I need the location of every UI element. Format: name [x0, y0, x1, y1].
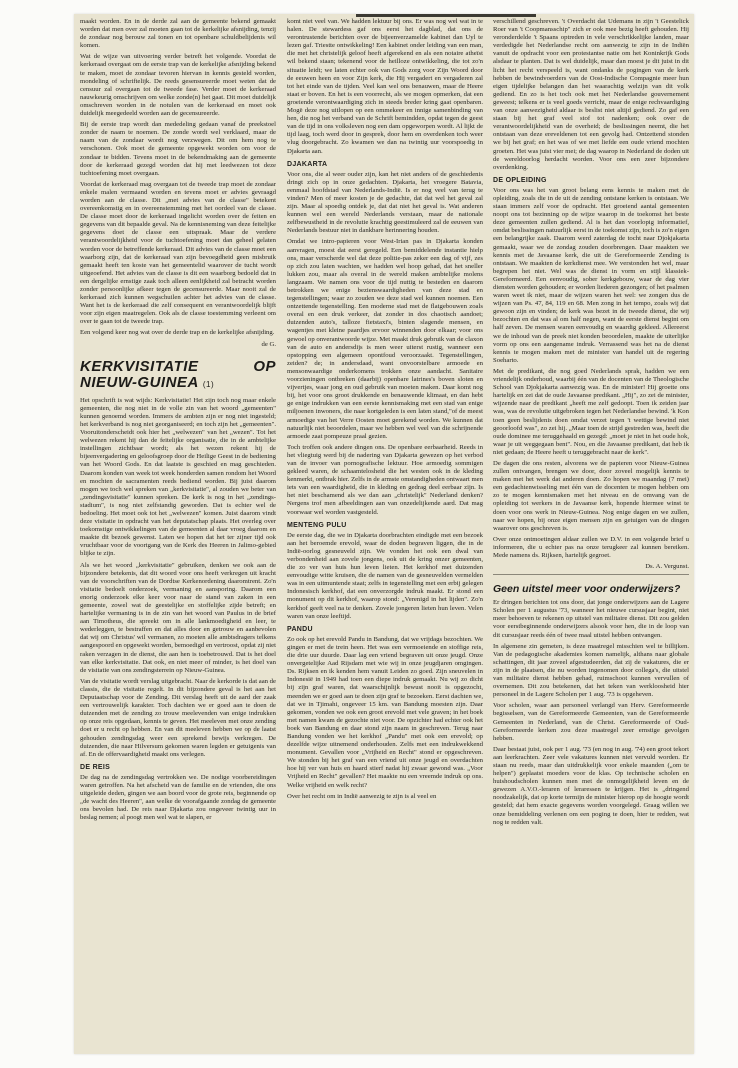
column-left	[80, 18, 276, 1048]
column-middle	[287, 18, 483, 1048]
paragraph: Voor ons, die al weer ouder zijn, kan het niet anders of de geschiedenis dringt zich op in onze gedachten. Djakarta, het vroegere Batavia, eenmaal hoofdstad van Nederlands-Indië. Is er nog veel van terug te vinden? Men of meer kosten je de gedachte, dat dat wel het geval zal zijn. Maar al spoedig ontdek je, dat dat niet het geval is. Wat anderen kunnen wel een wereld Nederlands verstaan, maar de nationale zelfbewustheid in de revolutie krachtig geestimuleerd zal de eeuwen van Nederlands bestuur niet in dankbare herinnering houden.	[287, 170, 483, 235]
paragraph: verschillend geschreven. 't Overdacht dat Udemans in zijn 't Geestelick Roer van 't Coopmansschip" zich er ook mee bezig heeft gehouden. Hij veronderdelde 't Spaans optreden in vele verschrikkelijke landen, maar verdedigde het Nederlandse recht om aanwezig te zijn in de Indiën vanuit de opdracht voor een protestantse natie om het Koninkrijk Gods alsdaar te planten. Dat is wel duidelijk, maar dan moest je dit juist in dit licht het recht verspeeld is, want ondanks de pogingen van de kerk hebben de bewindvoerders van de Oost-Indische Compagnie meer hun eigen tijdelijke belangen dan het waarachtig welzijn van dit volk gediend. En zo is het toch ook met het Nederlandse gouvernement geweest; telkens er is veel goeds verricht, maar de enige rechvaardiging van onze aanwezigheid aldaar is beslist niet altijd gediend. Zo gaf een staan bij het graf veel stof tot nadenken; ook over de verantwoordelijkheid van de overheid; de beslissingen neemt, die het ontstaan van deze ereveldenen tot een gevolg had. Ontzettend stonden we bij het graf; en het was of we met liefde een oude vriend mochten groeten. Het was juist vier mei; de dag waarop in Nederland de doden uit de wereldoorlog herdacht worden. Voor ons een zeer bijzondere overdenking.	[493, 18, 689, 171]
article-headline: Geen uitstel meer voor onderwijzers?	[493, 583, 681, 596]
signature: de G.	[261, 340, 276, 348]
section-heading: DJAKARTA	[287, 160, 328, 168]
paragraph: Voordat de kerkeraad mag overgaan tot de tweede trap moet de zondaar enkele malen vermaand worden en tevens moet er advies gevraagd worden aan de classe. Dit „met advies van de classe" betekent overeenkomstig en in overeenstemming met het oordeel van de classe. De classe moet door de kerkeraad ingelicht worden over de feiten en gegevens van dit bepaalde geval. Na de kennisneming van deze feitelijke gegevens doet de classe een uitspraak. Maar de verdere verantwoordelijkheid voor de tuchtoefening moet dan geheel gelaten worden voor de betreffende kerkeraad. Dit advies van de classe moet een waarborg zijn, dat de kerkeraad van zijn bevoegdheid geen misbruik gemaakt heeft ten koste van het gemeentelid waarover de tucht wordt uitgeoefend. Het advies van de classe is dit een waarborg bedoeld dat in een dergelijke ernstige zaak toch alleen eenlijkheid zal betracht worden zonder persoonlijke afkeer tegen de gecensureerde. Maar nooit zal de kerkeraad zich kunnen wegschuilen achter het advies van de classe. Want het is de kerkeraad die zelf consequent en verantwoordelijk blijft voor zijn eigen maatregelen. Ook als de classe toestemming verleent om over te gaan tot de tweede trap.	[80, 180, 276, 326]
paragraph: Als we het woord „kerkvisitatie" gebruiken, denken we ook aan de bijzondere betekenis, dat dit woord voor ons heeft verkregen uit kracht van de voorschriften van de Dordtse Kerkenordening daaromtrent. Zo'n visitatie bedoelt onderzoek, vermaning en aansporing. Daarom een enorig onderzoek elke keer voor naar de stand van zaken in een gemeente, zowel wat de geestelijke en stoffelijke zijde betreft; en hartelijke vermaning is in de zin van het woord van Paulus in de brief aan Timotheus, die spreekt om in alle lankmoedigheid en leer, te wederleggen, te bestraffen en dat alles door en getrouw en aanbevolen dat wij om Christus' wil vermanen, zo moeten alle ambtsdragers telkens aangespoord en opgewekt worden, bemoedigd en vertroost, opdat zij niet raken verzagen in de dienst, die aan hen is toebetrouwd. Dat is het doel van elke kerkvisitatie. Dat ook, en niet meer of minder, is het doel van de visitatie van ons zendingsterrein op Nieuw-Guinea.	[80, 561, 276, 674]
column-right	[493, 18, 689, 1048]
divider	[493, 574, 689, 575]
paragraph: Over het recht om in Indië aanwezig te zijn is al veel en	[287, 792, 437, 800]
paragraph: Wat de wijze van uitvoering verder betreft het volgende. Voordat de kerkeraad overgaat om de eerste trap van de kerkelijke afsnijding bekend te maken, moet de zondaar tevoren hiervan in kennis gesteld worden, mondeling of schriftelijk. De reeds gesensureerde moet weten dat de censuur zal overgaan tot de tweede fase. Verder moet de kerkeraad nauwkeurig omschrijven om welke zonde(n) het gaat. Dit moet duidelijk omschreven worden in de notulen van de kerkeraad en moet ook duidelijk meegedeeld worden aan de gecensureerde.	[80, 53, 276, 118]
paragraph: Voor scholen, waar aan personeel verlangd van Herv. Gereformeerde begisselsen, van de Gereformeerde Gemeenten, van de Gereformeerde Gemeenten in Nederland, van de Christ. Gereformeerde of Oud-Gereformeerde kerken zou deze maatregel zeer ernstige gevolgen hebben.	[493, 702, 689, 742]
paragraph: Omdat we intro-papieren voor West-Irian pas in Djakarta konden aanvragen, moest dat eerst geregeld. Een bemiddelende instantie hielp ons, maar verscherde wel dat deze politie-pas zeker een dag of vijf, zes op zich zou laten wachten, we hadden wel hoop gehad, dat het sneller lukken zou, maar als overal in de wereld maken ambtelijke molens langzaam. We namen ons voor de tijd nuttig te besteden en daarom betrokken we enige bezienswaardigheden van deze stad en tegenstellingen; waar zo zouden we deze stad wel kunnen noemen. Een ontzettende tegenstelling. Een moderne stad met de flatgebouwen zoals overal en een druk verkeer, dat zonder in dos chaotisch aandoet; duizenden auto's, talloze fietstaxi's, binten slagende mensen, en wagentjes met kleine paardjes ervoor winnenden door elkaar; voor ons gewoel op onverantwoorde wijze. Met maakt druk gebruik van de claxon van de auto en andersdijs is men weer uiterst rustig, wanneer een opstopping een algemeen opontfoud veroorzaakt. Tegenstellingen, zeiden? de; in andersdaad, want onvoorstelbare armoede en mensonwaardige onderkomens trokken onze aandacht. Sanitaire voorzieningen ontbreken (daarbij) openbare latrines's boven sloten en vijvertjes, waar jong en oud gebruik van moeten maken. Daar komt nog bij, het voor ons groot drukkende en benauwende klimaat, en dan hebt ge enige indrukken van een eerste kennismaking met een stad van enige miljoenen inwoners, die naar kortgeleden is een laten stand,"of de meest armoedige van het Verre Oosten moet gerekend worden. We kunnen dat natuurlijk niet beoordelen, maar we hebben wel veel van die schrijnende armoede zaat pompeuze praal gezien.	[287, 238, 483, 440]
paragraph: Zo ook op het erevold Pandu in Bandung, dat we vrijdags bezochten. We gingen er met de trein heen. Het was een vermoeiende en stoffige reis, die drie uur duurde. Daar lag een vriend begraven uit onze jeugd. Onze onvergetelijke Aad Rijsdam met wie wij in onze jeugdjaren omgingen. Ds. Rijksen en ik kenden hem vanuit Leiden zo goed. Zijn sneuvelen in Indonesië in 1949 had toen een diepe indruk gemaakt. Nu wij zo dicht bij zijn graf waren, dat waarschijnlijk bewust nooit is opgezocht, meenden we er goed aan te doen zijn graf te bezoeken. Eerst dachten we, dat we in Tjimahi, ongeveer 15 km. van Bandung moesten zijn. Daar gekomen, vonden we ook een groot erevold met vele graven; in het boek met namen kwam de gezochte niet voor. De opzichter had echter ook het boek van Bandung en daar stond zijn naam in geschreven. Terug naar Bandung vonden we het kerkhof „Pandu" met ook een erevold; op dezelfde wijze uitnemend onderhouden. Zelfs met een indrukwekkend monument. Gevallen voor „Vrijheid en Recht" stond er opgeschreven. We stonden bij het graf van een vriend uit onze jeugd en overdachten hoe hij ver van huis en haard stierf nadat hij zwaar gewond was. „Voor Vrijheid en Recht" gevallen? Het maakte nu een vreemde indruk op ons. Welke vrijheid en welk recht?	[287, 635, 483, 789]
paragraph: De eerste dag, die we in Djakarta doorbrachten eindigde met een bezoek aan het beroemde erevold, waar de doden begraven liggen, die in de Indië-oorlog gesneuveld zijn. We vonden het ook een dwal van verbondenheid aan zovele jongens, ook uit de kring onzer gemeenten, die zo ver van huis hun leven lieten. Het kerkhof met duizenden eenvoudige witte kruisen, die de namen van de gesneuvelden vermelden was in een uitmuntende staat; zelfs in tegenstelling met een erbij gelegen Indonesisch kerkhof, dat een onverzorgde indruk maakt. Er stond een monument op dit kerkhof, waarop stond: „Verenigd in het lijden". Zo'n kerkhof geeft veel na te denken. Zovele jongeren lieten hun leven. Velen waren van onze leeftijd.	[287, 531, 483, 620]
article-title	[80, 359, 276, 393]
section-heading: PANDU	[287, 625, 313, 633]
paragraph: Bij de eerste trap wordt dan mededeling gedaan vanaf de preekstoel zonder de naam te noemen. De zonde wordt wel verklaard, maar de naam van de zondaar wordt nog verzwegen. Dit om hem nog te verschonen. Ook moet de gemeente opgewekt worden om voor de zondaar te bidden. Tevens moet in de bekendmaking aan de gemeente door de kerkeraad gezegd worden dat hij met leedwezen tot deze tuchtoefening moet overgaan.	[80, 121, 276, 177]
paragraph: Met de predikant, die nog goed Nederlands sprak, hadden we een vriendelijk onderhoud, waarbij één van de docenten van de Theologische School van Djokjakarta aanwezig was. En de minister! Hij groette ons hartelijk en zei dat de oude Javaanse predikant. „Hij", zo zei de minister, wijzende naar de predikant „heeft me zelf gedoopt. Toen ik zeiden jaar was, was de revolutie uitgebroken tegen het Nederlandse bewind. 'k Kon toen geen beslijdenis doen omdat verzet tegen 't wettige bewind niet geoorloofd was", zo zei hij. „Maar toen de strijd gestreden was, heeft die oude dominee me teruggehaald en gezegd: „moet je niet in het oude hok, waar je uit weggegaan bent". Nou, en die Javaanse predikant, dat heb ik niet gedaan; de Heere heeft u teruggebracht naar de kerk".	[493, 367, 689, 456]
paragraph: De dag na de zendingsdag vertrokken we. De nodige voorbereidingen waren getroffen. Na het afscheid van de familie en de vrienden, die ons uitgeleide deden, gingen we aan boord voor de grote reis, beginnende op „de wacht des Heeren", aan welke de voorafgaande zondag de gemeente ons bevolen had. De reis naar Djakarta zou ongeveer twintig uur in beslag nemen; al poogt men wel wat te slapen, er	[80, 773, 276, 822]
signature-row	[493, 563, 689, 571]
section-heading: MENTENG PULU	[287, 521, 347, 529]
paragraph: Voor ons was het van groot belang eens kennis te maken met de opleiding, zoals die in de uit de zending ontstane kerken is ontstaan. We staan immers zelf voor de opdracht. Het groeiend aantal gemeenten noopt ons tot bezinning op de wijze waarop in de toekomst het beste deze gemeenten zullen gediend. Al is het dan voorlopig informatief, omdat beslissingen natuurlijk eerst in de toekomst zijn, toch is zo'n eigen een belangrijke zaak. Daarom werd zaterdag de tocht naar Djokjakarta gemaakt, waar we de zondag zouden doorbrengen. Daar maakten we kennis met de Javaanse kerk, die uit de Gereformeerde Zending is ontstaan. We maakten de kerkdienst mee. We verstonden het wel, maar begrepen het niet. Wel was de dienst in vorm en stijl klassiek-Gereformeerd. Een eenvoudig, sober kerkgebouw, waar de dag vier diensten worden gehouden; er worden liederen gezongen; of het psalmen waren weet ik niet, maar de wijzen waren het wel: we zongen dus de wijzen van Ps. 47, 84, 119 en 68. Men zong in het tempo, zoals wij dat gewoon zijn en vinden; de kerk was bezet in de tweede dienst, die wij bezochten en dat was al om half negen, want de eerste dienst begint om half zeven. De mensen waren eenvoudig en waardig gekleed. Allereerst we de inhoud van de preek niet konden beoordelen, maakte de uiterlijke vorm op ons een aangename indruk. Verrassend was het na de dienst kennis te mogen maken met de minister van handel uit de regering Soeharto.	[493, 186, 689, 364]
article-title-text: KERKVISITATIE OP NIEUW-GUINEA	[80, 357, 276, 391]
paragraph: Daar bestaat juist, ook per 1 aug. '73 (en nog in aug. '74) een groot tekort aan leerkrachten. Zeer vele vakatures kunnen niet vervuld worden. Er staan nu reeds, maar dan uitdrukkelijk voor enkele maanden („om te helpen") geplaatst moeders voor de klas. Op technische scholen en huishoudscholen kunnen men met de onmogelijkheid leven en de gewezen A.V.O.-leraren of leraressen te krijgen. Het is „dringend noodzakelijk, dat op korte termijn de minister hierop op de hoogte wordt gesteld; dat hem exacte gegevens worden voorgelegd. Graag willen we onze bemiddeling verlenen om een poging te doen, hier te redden, wat nog te redden valt.	[493, 745, 689, 826]
section-heading: DE OPLEIDING	[493, 176, 547, 184]
paragraph: Een volgend keer nog wat over de derde trap en de kerkelijke afsnijding.	[80, 329, 275, 337]
article-title-number: (1)	[202, 379, 215, 389]
paragraph: De dagen die ons resten, alvorens we de papieren voor Nieuw-Guinea zullen ontvangen, brengen we door, door zoveel mogelijk kennis te maken met het werk dat anderen doen. Zo hopen we maandag (7 mei) een gedachtenwisseling met één van de docenten te mogen hebben om zo te mogen kennismaken met het niveau en de omvang van de opleiding tot werkers in de Javaanse kerk, hopende hiermee winst te doen voor ons werk in Nieuw-Guinea. Nog enige dagen en we zullen, naar we hopen, bij onze eigen mensen zijn en getuigen van de dingen waarover ons geschreven is.	[493, 459, 689, 532]
top-rule	[356, 14, 536, 17]
paragraph: Van de visitatie wordt verslag uitgebracht. Naar de kerkorde is dat aan de classis, die de visitatie regelt. In dit bijzondere geval is het aan het Deputaatschap voor de Zending. Dit verslag heeft uit de aard der zaak een vertrouwelijk karakter. Toch dachten we er goed aan te doen de duizenden met de zending zo trouw meelevenden van enige indrukken op onze reis opgedaan, kennis te geven. Het meeleven met onze zending doet er u recht op hebben. En van dit meeleven hebben we op de laatst gehouden zendingsdag weer een sprekend bewijs verkregen. De duizenden, die naar Hilversum gekomen waren legden er getuigenis van af. En de offervaardigheid maakt ons verlegen.	[80, 677, 276, 758]
paragraph: Over onze ontmoetingen aldaar zullen we D.V. in een volgende brief u informeren, die u echter pas na onze terugkeer zal kunnen bereiken. Mede namens ds. Rijksen, hartelijk gegroet.	[493, 535, 689, 559]
paragraph: In algemene zin gemeten, is deze maatregel misschien wel te billijken. Van de pedagogische akademies komen namelijk, althans naar globale schattingen, dit jaar zoveel afgestudeerden, dat zij de vakatures, die er zijn in de plaatsen, die nu worden ingenomen door collega's, die uitstel van militaire dienst hebben gehad, ruimschoot kunnen vervullen of overnemen. Dit zou betekenen, dat het teken van werkloosheid hier personeel in de Lagere Scholen per 1 aug. '73 is opgeheven.	[493, 642, 689, 699]
paragraph: komt niet veel van. We hadden lektuur bij ons. Er was nog wel wat in te halen. De stewardess gaf ons eerst het dagblad, dat ons de verontrustende berichten over de bijeenverzamelde kabinet dan Uyl te lezen gaf. Triestte ontwikkeling! Een kabinet onder leiding van een man, die met het christelijk geloof heeft afgerekend en als een notaire atheïst wil bekend staan; tekenend voor de heilloze ontwikkeling, die tot zo'n situatie leidt; we laten echter ook van Gods zorg voor Zijn Woord door de eeuwen heen en voor Zijn kerk, die Hij vergadert en vergaderen zal tot het einde van de tijden. Veel kan wel ons benauwen, maar de Heere staat er boven. En het is een voorrecht, als we mogen opmerken, dat een groeiende verontwaardiging zich in steeds breder kring gaat openbaren. Mogë deze nog uitlopen op een ommekeer en innige samenbinding van hen, die nog het verband van de Schrift bemindden, opdat tegen de geest van de tijd in ons volksleven nog een dam opgeworpen wordt. Al lijkt de tijd laag, toch werd door in gesprek, door hem en overdenken toch weer vlug doorgebracht. Zo kwamen we dan na twintig uur voorspoedig in Djakarta aan.	[287, 18, 483, 155]
paragraph: Er dringen berichten tot ons door, dat jonge onderwijzers aan de Lagere Scholen per 1 augustus '73, wanneer het nieuwe cursusjaar begint, niet meer behoeven te rekenen op uitstel van militaire dienst. Dit zou gelden voor eerstbeginnende onderwijzers alsook voor hen, die in de loop van dit cursusjaar reeds één of twee maal uitstel hebben ontvangen.	[493, 599, 689, 639]
paragraph: Het opschrift is wat wijds: Kerkvisitatie! Het zijn toch nog maar enkele gemeenten, die nog niet in de volle zin van het woord „gemeenten" kunnen genoemd worden. Immers de ambten zijn er nog niet ingesteld; het kerkverband is nog niet georganiseerd; en toch zijn het „gemeenten". Vooruitonderscheidt ook hier het „welwezen" van het „wezen". Tot het welwezen rekent hij dan de feitelijke organisatie, die in de ambtelijke instellingen zichtbaar wordt; als het wezen rekent hij de bijeenvergadering en geloofsgroep door de Heilige Geest in de bediening van het Woord Gods. En dat laatste is geschied en mag geschieden. Daarom konden van week tot week honderden samen rondom het Woord en mochten de sacramenten reeds bediend worden. Bij juist daarom mogen we toch wel spreken van „kerkvisitatie", al zouden we beter van „zendingsvisitatie" kunnen spreken. De kerk is nog in het „zendings-stadium", is nog niet zelfstandig geworden. Dat is echter wel de bedoeling. Het moet ook tot het „welwezen" komen. Juist daarom vindt deze visitatie in opdracht van het deputatschap plaats. Het overleg over toekomstige ontwikkelingen van de gemeenten al daar vroeg daarom en maakte dit bezoek gewenst. Laten we hopen dat het ter zijner tijd ook vruchtbaar voor de voortgang van de Kerk des Heeren in Jalimo-gebied blijke te zijn.	[80, 396, 276, 558]
signature: Ds. A. Vergunst.	[645, 563, 689, 571]
paragraph: maakt worden. En in de derde zal aan de gemeente bekend gemaakt worden dat men over zal moeten gaan tot de kerkelijke afsnijding, tenzij de zondaar nog berouw zal tonen en tot openbare schuldbelijdenis wil komen.	[80, 18, 276, 50]
newspaper-page	[74, 14, 694, 1054]
section-heading: DE REIS	[80, 763, 111, 771]
paragraph: Toch troffen ook andere dingen ons. De openbare eerbaarheid. Reeds in het vliegtuig werd bij de nadering van Djakarta gewezen op het verbod van de invoer van pornografische lektuur. Hoe armoedig sommigen gekleed waren, de schaamtelosheid die het westen ook in de kleding kenmerkt, ontbrak hier. Zelfs in de armste omstandigheden ontwaart men iets van een waardigheid, die in kleding en gedrag deel eerbaar zijn. Is het niet beschamend als we dan aan „christelijk" Nederland denken? Nergens trof men afbeeldingen aan van onzedelijkende aard. Dat mag voorwaar wel worden vastgesteld.	[287, 443, 483, 516]
signature-row	[80, 341, 276, 349]
